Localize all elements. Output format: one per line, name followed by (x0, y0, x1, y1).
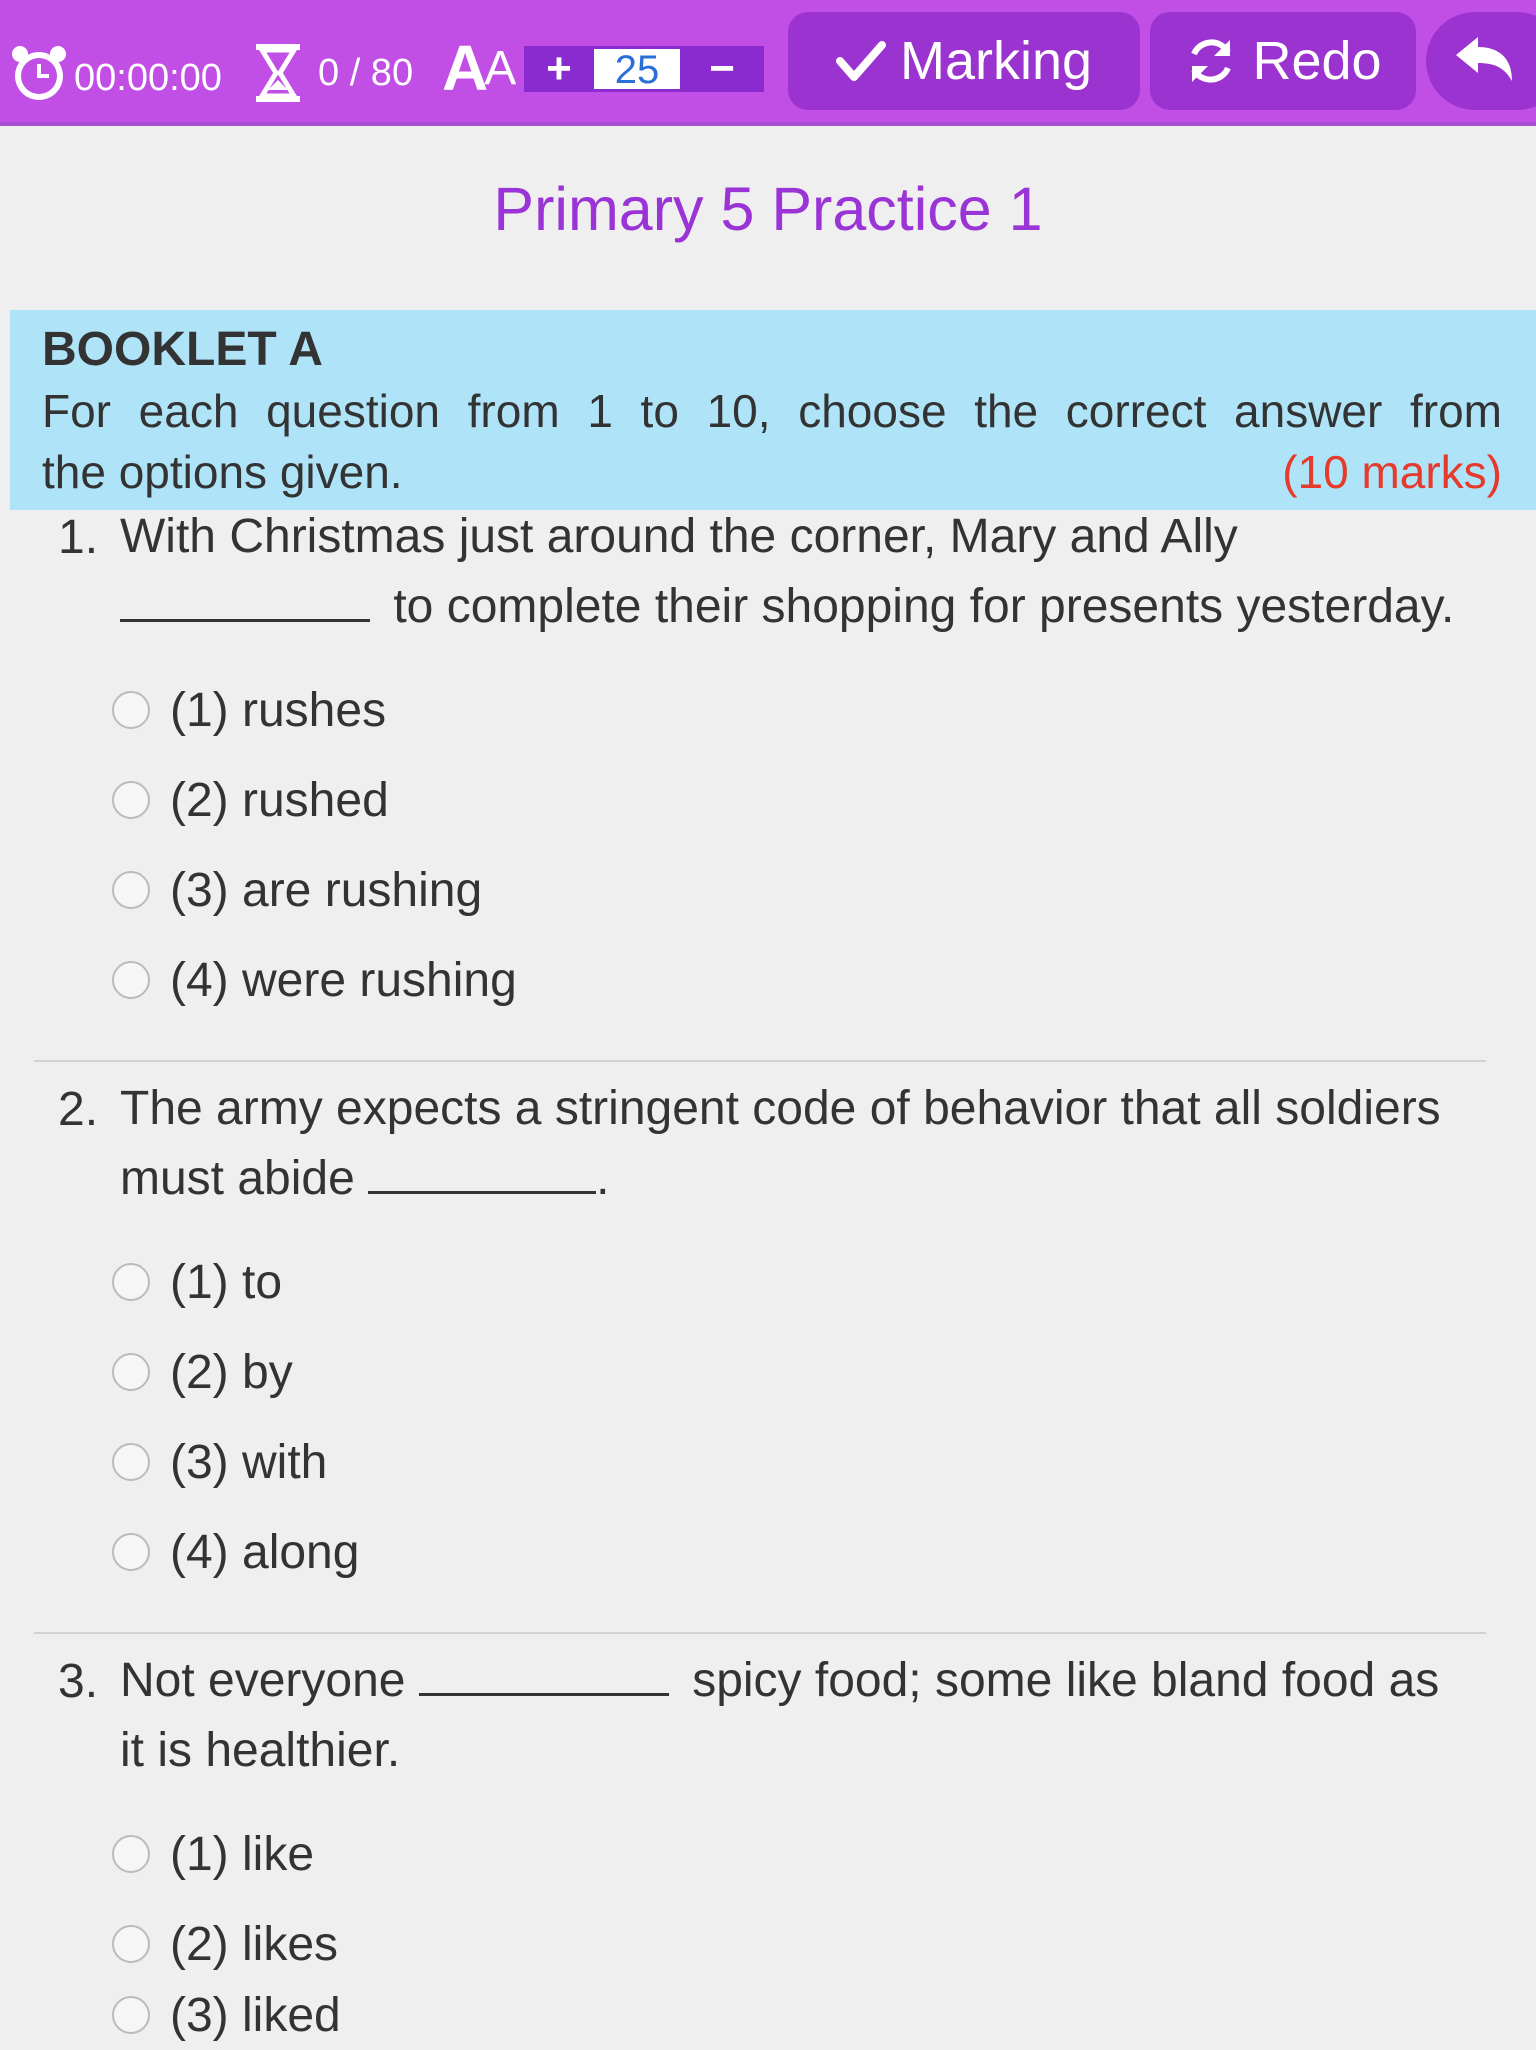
question-line-text: Not everyone (120, 1654, 406, 1707)
option-label: (3) with (170, 1435, 328, 1489)
question-text (120, 1074, 1500, 1214)
option-3[interactable] (112, 855, 482, 925)
question-line (120, 1646, 1500, 1716)
timer (10, 38, 222, 108)
radio-button[interactable] (112, 1443, 150, 1481)
option-label: (3) are rushing (170, 863, 483, 917)
question-line-text: must abide (120, 1152, 355, 1205)
radio-button[interactable] (112, 781, 150, 819)
font-icon-big: A (442, 32, 481, 104)
question-line-text: spicy food; some like bland food as (692, 1654, 1440, 1707)
font-icon-small: A (484, 41, 509, 95)
option-label: (1) to (170, 1255, 283, 1309)
question-line (120, 572, 1500, 642)
radio-button[interactable] (112, 691, 150, 729)
marking-button[interactable] (788, 12, 1140, 110)
font-size-value: 25 (594, 49, 680, 89)
radio-button[interactable] (112, 1925, 150, 1963)
redo-button[interactable] (1150, 12, 1416, 110)
radio-button[interactable] (112, 1835, 150, 1873)
font-size-stepper (524, 46, 764, 92)
marking-label: Marking (899, 31, 1093, 91)
option-label: (2) rushed (170, 773, 389, 827)
question-number: 2. (58, 1083, 99, 1136)
question-number: 3. (58, 1655, 99, 1708)
radio-button[interactable] (112, 871, 150, 909)
answer-blank (368, 1147, 596, 1194)
question-line (120, 1144, 1500, 1214)
option-label: (1) like (170, 1827, 315, 1881)
check-icon (836, 39, 886, 83)
option-label: (4) were rushing (170, 953, 517, 1007)
option-4[interactable] (112, 945, 517, 1015)
radio-button[interactable] (112, 1353, 150, 1391)
progress-value: 0 / 80 (318, 51, 414, 94)
option-label: (3) liked (170, 1988, 341, 2042)
timer-value: 00:00:00 (74, 56, 222, 99)
booklet-marks: (10 marks) (1282, 446, 1502, 498)
booklet-header (10, 310, 1536, 510)
progress-indicator (250, 38, 413, 108)
option-2[interactable] (112, 1909, 338, 1979)
option-label: (2) by (170, 1345, 293, 1399)
alarm-clock-icon (10, 44, 68, 102)
radio-button[interactable] (112, 1263, 150, 1301)
question-line: With Christmas just around the corner, Mary and Ally (120, 510, 1238, 563)
option-4[interactable] (112, 1517, 359, 1587)
option-3[interactable] (112, 1980, 341, 2050)
font-decrease-button[interactable]: − (709, 44, 735, 93)
question-number: 1. (58, 511, 99, 564)
option-1[interactable] (112, 675, 386, 745)
booklet-instruction: For each question from 1 to 10, choose the correct answer from (42, 385, 1502, 437)
option-2[interactable] (112, 1337, 293, 1407)
option-3[interactable] (112, 1427, 327, 1497)
answer-blank (120, 575, 370, 622)
question-text (120, 502, 1500, 642)
font-increase-button[interactable]: + (546, 44, 572, 93)
top-toolbar (0, 0, 1536, 126)
option-2[interactable] (112, 765, 389, 835)
reply-arrow-icon (1452, 33, 1516, 89)
question-text (120, 1646, 1500, 1786)
hourglass-icon (250, 42, 306, 104)
radio-button[interactable] (112, 1533, 150, 1571)
redo-label: Redo (1252, 31, 1382, 91)
refresh-icon (1184, 34, 1238, 88)
question-line-end: . (596, 1152, 610, 1205)
page-title: Primary 5 Practice 1 (493, 175, 1043, 243)
back-button[interactable] (1426, 12, 1536, 110)
divider (34, 1632, 1486, 1634)
booklet-instruction-cont: the options given. (42, 446, 403, 498)
option-label: (2) likes (170, 1917, 339, 1971)
option-1[interactable] (112, 1819, 314, 1889)
font-size-icon (442, 30, 508, 106)
booklet-heading: BOOKLET A (42, 323, 323, 376)
question-line: The army expects a stringent code of behavior that all soldiers (120, 1082, 1441, 1135)
answer-blank (419, 1649, 669, 1696)
radio-button[interactable] (112, 961, 150, 999)
option-1[interactable] (112, 1247, 282, 1317)
question-line-text: to complete their shopping for presents yesterday. (393, 580, 1455, 633)
divider (34, 1060, 1486, 1062)
question-line: it is healthier. (120, 1724, 401, 1777)
option-label: (4) along (170, 1525, 360, 1579)
radio-button[interactable] (112, 1996, 150, 2034)
option-label: (1) rushes (170, 683, 387, 737)
